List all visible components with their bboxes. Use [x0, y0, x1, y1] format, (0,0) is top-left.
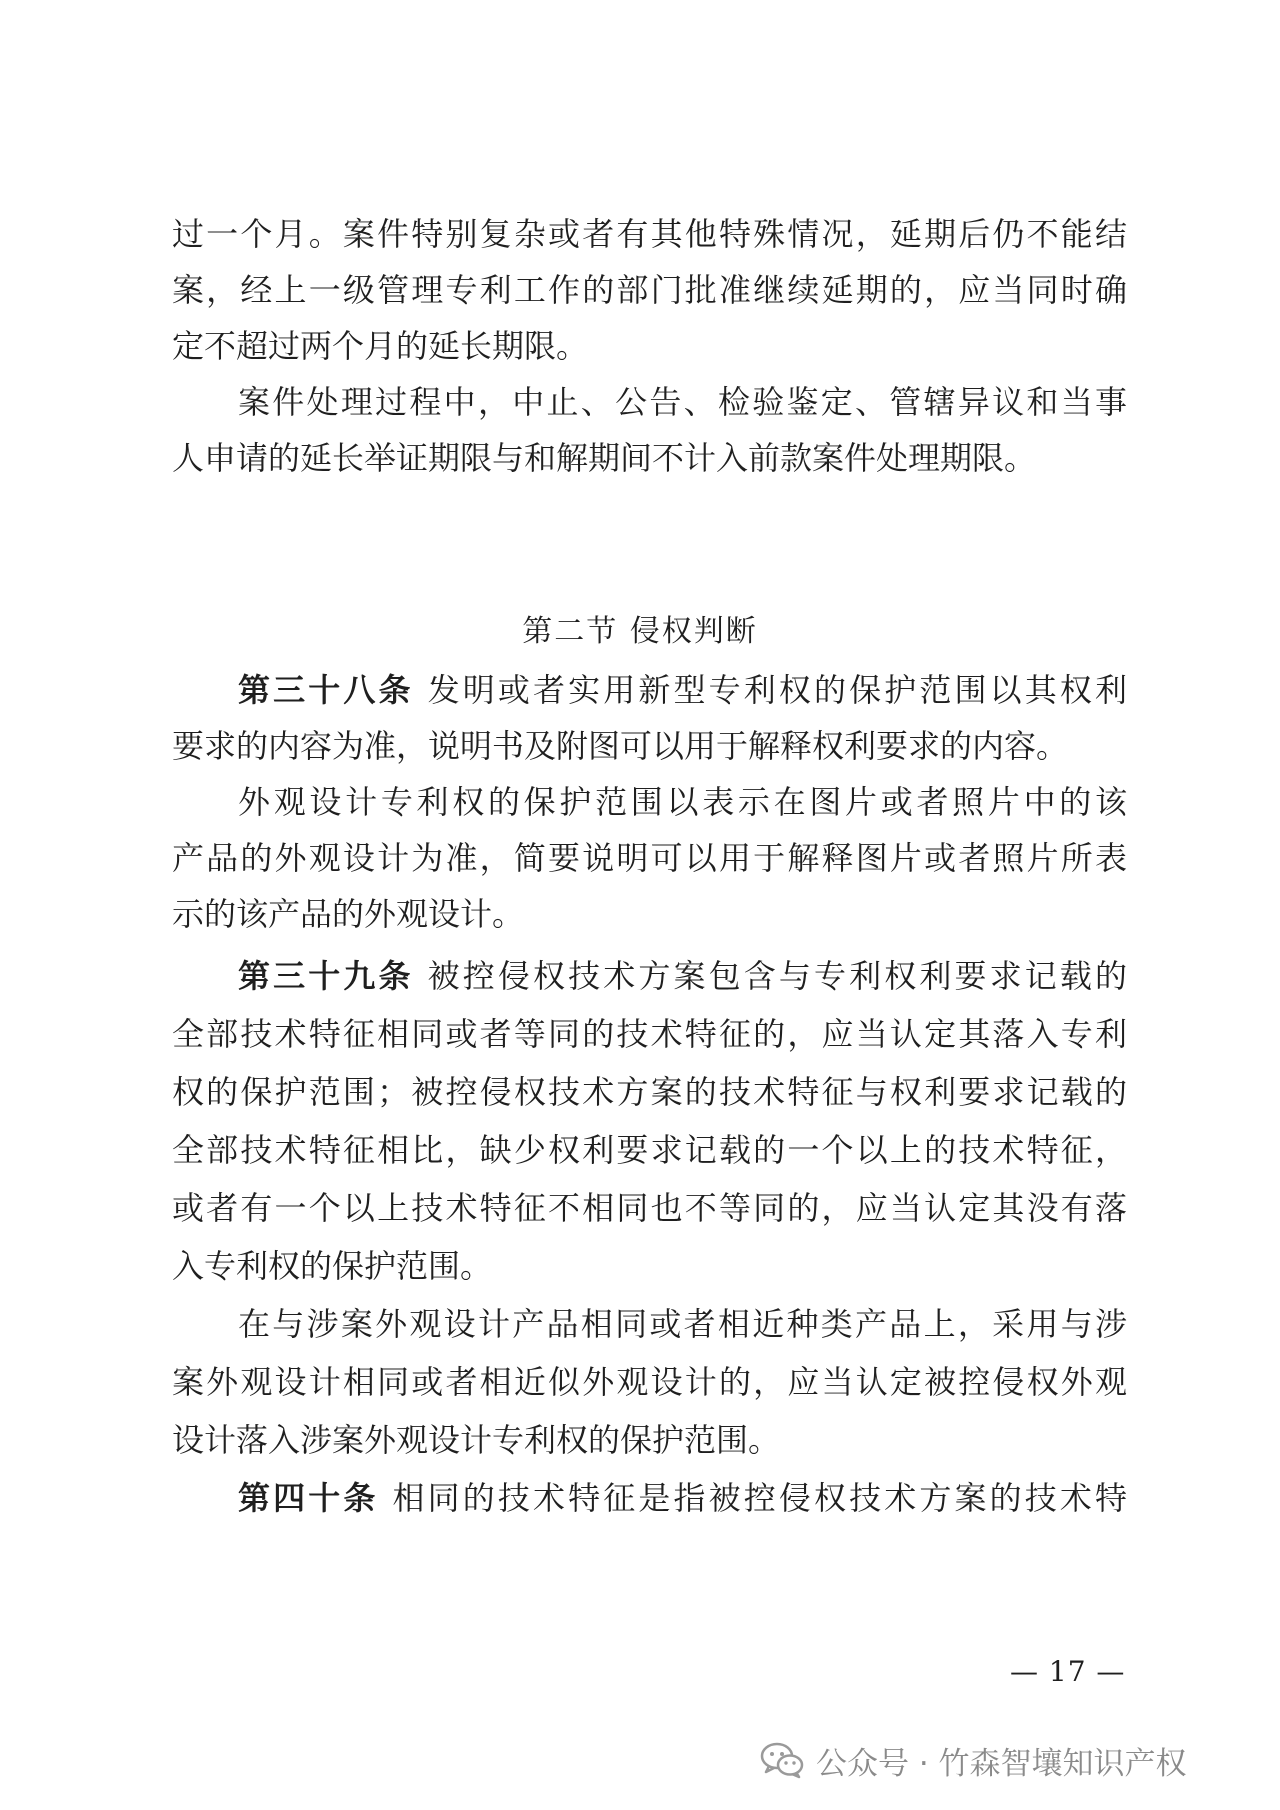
section-heading: 第二节 侵权判断 [522, 614, 758, 649]
article-38-first-line [238, 668, 1127, 712]
body-text-line: 定不超过两个月的延长期限。 [172, 327, 589, 365]
watermark [760, 1736, 1187, 1784]
body-text-line: 外观设计专利权的保护范围以表示在图片或者照片中的该 [238, 783, 1127, 821]
body-text-line: 案外观设计相同或者相近似外观设计的，应当认定被控侵权外观 [172, 1363, 1127, 1401]
article-40-first-line [238, 1476, 1127, 1520]
article-text: 发明或者实用新型专利权的保护范围以其权利 [427, 671, 1127, 709]
body-text-line: 要求的内容为准，说明书及附图可以用于解释权利要求的内容。 [172, 727, 1069, 765]
body-text-line: 人申请的延长举证期限与和解期间不计入前款案件处理期限。 [172, 439, 1037, 477]
body-text-line: 或者有一个以上技术特征不相同也不等同的，应当认定其没有落 [172, 1189, 1127, 1227]
article-39-first-line [238, 954, 1127, 998]
article-label: 第三十九条 [238, 957, 414, 995]
body-text-line: 案件处理过程中，中止、公告、检验鉴定、管辖异议和当事 [238, 383, 1127, 421]
body-text-line: 设计落入涉案外观设计专利权的保护范围。 [172, 1421, 781, 1459]
body-text-line: 全部技术特征相同或者等同的技术特征的，应当认定其落入专利 [172, 1015, 1127, 1053]
page-number: — 17 — [1010, 1655, 1126, 1688]
article-text: 相同的技术特征是指被控侵权技术方案的技术特 [392, 1479, 1127, 1517]
article-text: 被控侵权技术方案包含与专利权利要求记载的 [427, 957, 1127, 995]
body-text-line: 过一个月。案件特别复杂或者有其他特殊情况，延期后仍不能结 [172, 215, 1127, 253]
body-text-line: 权的保护范围；被控侵权技术方案的技术特征与权利要求记载的 [172, 1073, 1127, 1111]
body-text-line: 示的该产品的外观设计。 [172, 895, 525, 933]
watermark-text: 公众号 · 竹森智壤知识产权 [816, 1745, 1187, 1782]
body-text-line: 案，经上一级管理专利工作的部门批准继续延期的，应当同时确 [172, 271, 1127, 309]
wechat-icon [760, 1741, 804, 1779]
body-text-line: 全部技术特征相比，缺少权利要求记载的一个以上的技术特征， [172, 1131, 1127, 1169]
body-text-line: 产品的外观设计为准，简要说明可以用于解释图片或者照片所表 [172, 839, 1127, 877]
body-text-line: 入专利权的保护范围。 [172, 1247, 493, 1285]
article-label: 第三十八条 [238, 671, 414, 709]
body-text-line: 在与涉案外观设计产品相同或者相近种类产品上，采用与涉 [238, 1305, 1127, 1343]
article-label: 第四十条 [238, 1479, 379, 1517]
